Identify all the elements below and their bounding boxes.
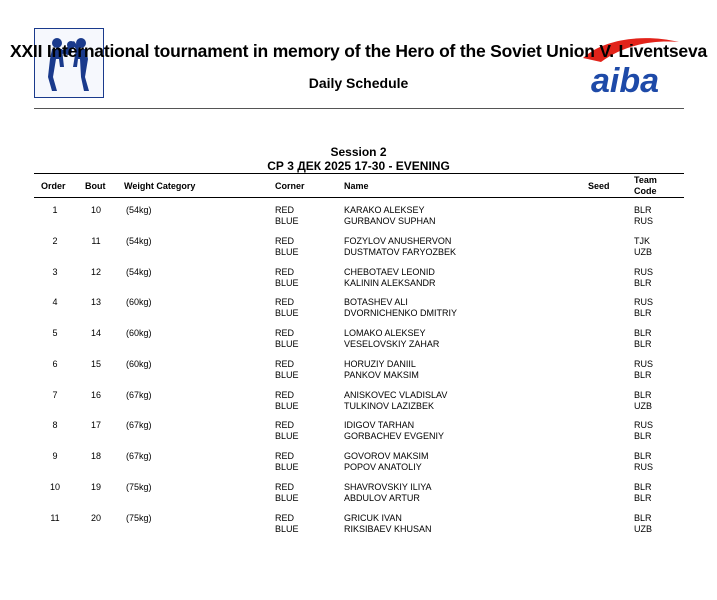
bout-cell: 10 [90, 205, 101, 215]
order-cell: 5 [52, 328, 58, 338]
weight-cell: (60kg) [126, 328, 152, 338]
weight-cell: (75kg) [126, 512, 152, 523]
bout-cell: 14 [90, 328, 101, 338]
red-team-code: RUS [634, 297, 654, 308]
table-row [0, 297, 717, 327]
blue-corner-cell: BLUE [275, 523, 299, 534]
red-boxer-name: ANISKOVEC VLADISLAV [344, 389, 448, 400]
red-team-code: BLR [634, 512, 652, 523]
blue-corner-cell: BLUE [275, 369, 299, 380]
red-corner-cell: RED [275, 235, 295, 246]
blue-corner-cell: BLUE [275, 462, 299, 472]
red-team-code: RUS [634, 358, 654, 369]
col-team-line2: Code [634, 186, 657, 196]
bout-cell: 20 [90, 512, 101, 523]
red-corner-cell: RED [275, 266, 295, 277]
red-boxer-name: HORUZIY DANIIL [344, 358, 416, 369]
blue-boxer-name: POPOV ANATOLIY [344, 462, 422, 472]
weight-cell: (75kg) [126, 481, 152, 492]
bout-cell: 18 [90, 451, 101, 461]
col-seed: Seed [588, 181, 610, 191]
red-boxer-name: GRICUK IVAN [344, 512, 402, 523]
red-team-code: BLR [634, 328, 652, 338]
blue-boxer-name: PANKOV MAKSIM [344, 369, 419, 380]
order-cell: 9 [52, 451, 58, 461]
order-cell: 4 [52, 297, 58, 308]
blue-corner-cell: BLUE [275, 492, 299, 503]
order-cell: 2 [52, 235, 58, 246]
weight-cell: (67kg) [126, 451, 152, 461]
blue-corner-cell: BLUE [275, 431, 299, 442]
bout-cell: 16 [90, 389, 101, 400]
table-row [0, 205, 717, 235]
table-row [0, 359, 717, 389]
red-team-code: BLR [634, 451, 652, 461]
blue-boxer-name: TULKINOV LAZIZBEK [344, 400, 435, 411]
red-team-code: BLR [634, 389, 652, 400]
session-name: Session 2 [330, 145, 387, 159]
blue-team-code: UZB [634, 400, 652, 411]
bout-cell: 19 [90, 481, 101, 492]
blue-boxer-name: ABDULOV ARTUR [344, 492, 420, 503]
order-cell: 8 [52, 420, 58, 431]
red-corner-cell: RED [275, 481, 295, 492]
bout-cell: 17 [90, 420, 101, 431]
order-cell: 7 [52, 389, 58, 400]
blue-team-code: RUS [634, 216, 654, 226]
weight-cell: (54kg) [126, 205, 152, 215]
red-corner-cell: RED [275, 451, 295, 461]
blue-team-code: BLR [634, 492, 652, 503]
red-corner-cell: RED [275, 389, 295, 400]
table-row [0, 390, 717, 420]
table-row [0, 513, 717, 543]
col-weight: Weight Category [124, 181, 196, 191]
blue-boxer-name: VESELOVSKIY ZAHAR [344, 339, 440, 349]
table-row [0, 451, 717, 481]
document-title: XXII International tournament in memory of the Hero of the Soviet Union V. Liventseva [9, 41, 708, 61]
red-corner-cell: RED [275, 420, 295, 431]
red-team-code: RUS [634, 266, 654, 277]
blue-corner-cell: BLUE [275, 400, 299, 411]
blue-corner-cell: BLUE [275, 339, 299, 349]
blue-team-code: BLR [634, 431, 652, 442]
blue-team-code: BLR [634, 308, 652, 319]
red-corner-cell: RED [275, 205, 295, 215]
weight-cell: (67kg) [126, 420, 152, 431]
blue-team-code: BLR [634, 339, 652, 349]
blue-corner-cell: BLUE [275, 246, 299, 257]
red-boxer-name: GOVOROV MAKSIM [344, 451, 429, 461]
blue-corner-cell: BLUE [275, 216, 299, 226]
weight-cell: (67kg) [126, 389, 152, 400]
header-divider [34, 108, 684, 109]
table-row [0, 420, 717, 450]
session-datetime: СР 3 ДЕК 2025 17-30 - EVENING [267, 159, 450, 173]
table-row [0, 328, 717, 358]
blue-boxer-name: GORBACHEV EVGENIY [344, 431, 445, 442]
session-heading [0, 145, 717, 173]
red-team-code: RUS [634, 420, 654, 431]
blue-boxer-name: DUSTMATOV FARYOZBEK [344, 246, 457, 257]
red-team-code: BLR [634, 481, 652, 492]
red-boxer-name: KARAKO ALEKSEY [344, 205, 425, 215]
blue-boxer-name: KALININ ALEKSANDR [344, 277, 436, 288]
col-team-line1: Team [634, 175, 657, 185]
red-corner-cell: RED [275, 358, 295, 369]
blue-boxer-name: RIKSIBAEV KHUSAN [344, 523, 432, 534]
bout-cell: 11 [91, 235, 101, 246]
weight-cell: (54kg) [126, 266, 152, 277]
bout-cell: 12 [90, 266, 101, 277]
blue-team-code: BLR [634, 369, 652, 380]
red-boxer-name: SHAVROVSKIY ILIYA [344, 481, 432, 492]
blue-team-code: UZB [634, 246, 652, 257]
order-cell: 3 [52, 266, 58, 277]
bout-cell: 15 [90, 358, 101, 369]
blue-team-code: UZB [634, 523, 652, 534]
red-team-code: BLR [634, 205, 652, 215]
document-subtitle: Daily Schedule [308, 75, 409, 91]
blue-boxer-name: DVORNICHENKO DMITRIY [344, 308, 458, 319]
blue-corner-cell: BLUE [275, 277, 299, 288]
col-name: Name [344, 181, 369, 191]
red-corner-cell: RED [275, 297, 295, 308]
table-header [34, 173, 684, 198]
col-bout: Bout [85, 181, 106, 191]
blue-boxer-name: GURBANOV SUPHAN [344, 216, 436, 226]
red-boxer-name: CHEBOTAEV LEONID [344, 266, 435, 277]
col-corner: Corner [275, 181, 305, 191]
red-team-code: TJK [634, 235, 651, 246]
blue-corner-cell: BLUE [275, 308, 299, 319]
order-cell: 10 [49, 481, 60, 492]
col-team-code [634, 175, 657, 197]
order-cell: 6 [52, 358, 58, 369]
red-corner-cell: RED [275, 328, 295, 338]
red-boxer-name: LOMAKO ALEKSEY [344, 328, 426, 338]
col-order: Order [41, 181, 66, 191]
red-boxer-name: FOZYLOV ANUSHERVON [344, 235, 452, 246]
table-row [0, 482, 717, 512]
order-cell: 11 [50, 512, 60, 523]
order-cell: 1 [52, 205, 58, 215]
blue-team-code: RUS [634, 462, 654, 472]
aiba-logo-text: aiba [591, 62, 660, 100]
table-row [0, 236, 717, 266]
weight-cell: (60kg) [126, 358, 152, 369]
weight-cell: (60kg) [126, 297, 152, 308]
bout-cell: 13 [90, 297, 101, 308]
red-boxer-name: IDIGOV TARHAN [344, 420, 415, 431]
red-boxer-name: BOTASHEV ALI [344, 297, 408, 308]
red-corner-cell: RED [275, 512, 295, 523]
blue-team-code: BLR [634, 277, 652, 288]
weight-cell: (54kg) [126, 235, 152, 246]
table-row [0, 267, 717, 297]
